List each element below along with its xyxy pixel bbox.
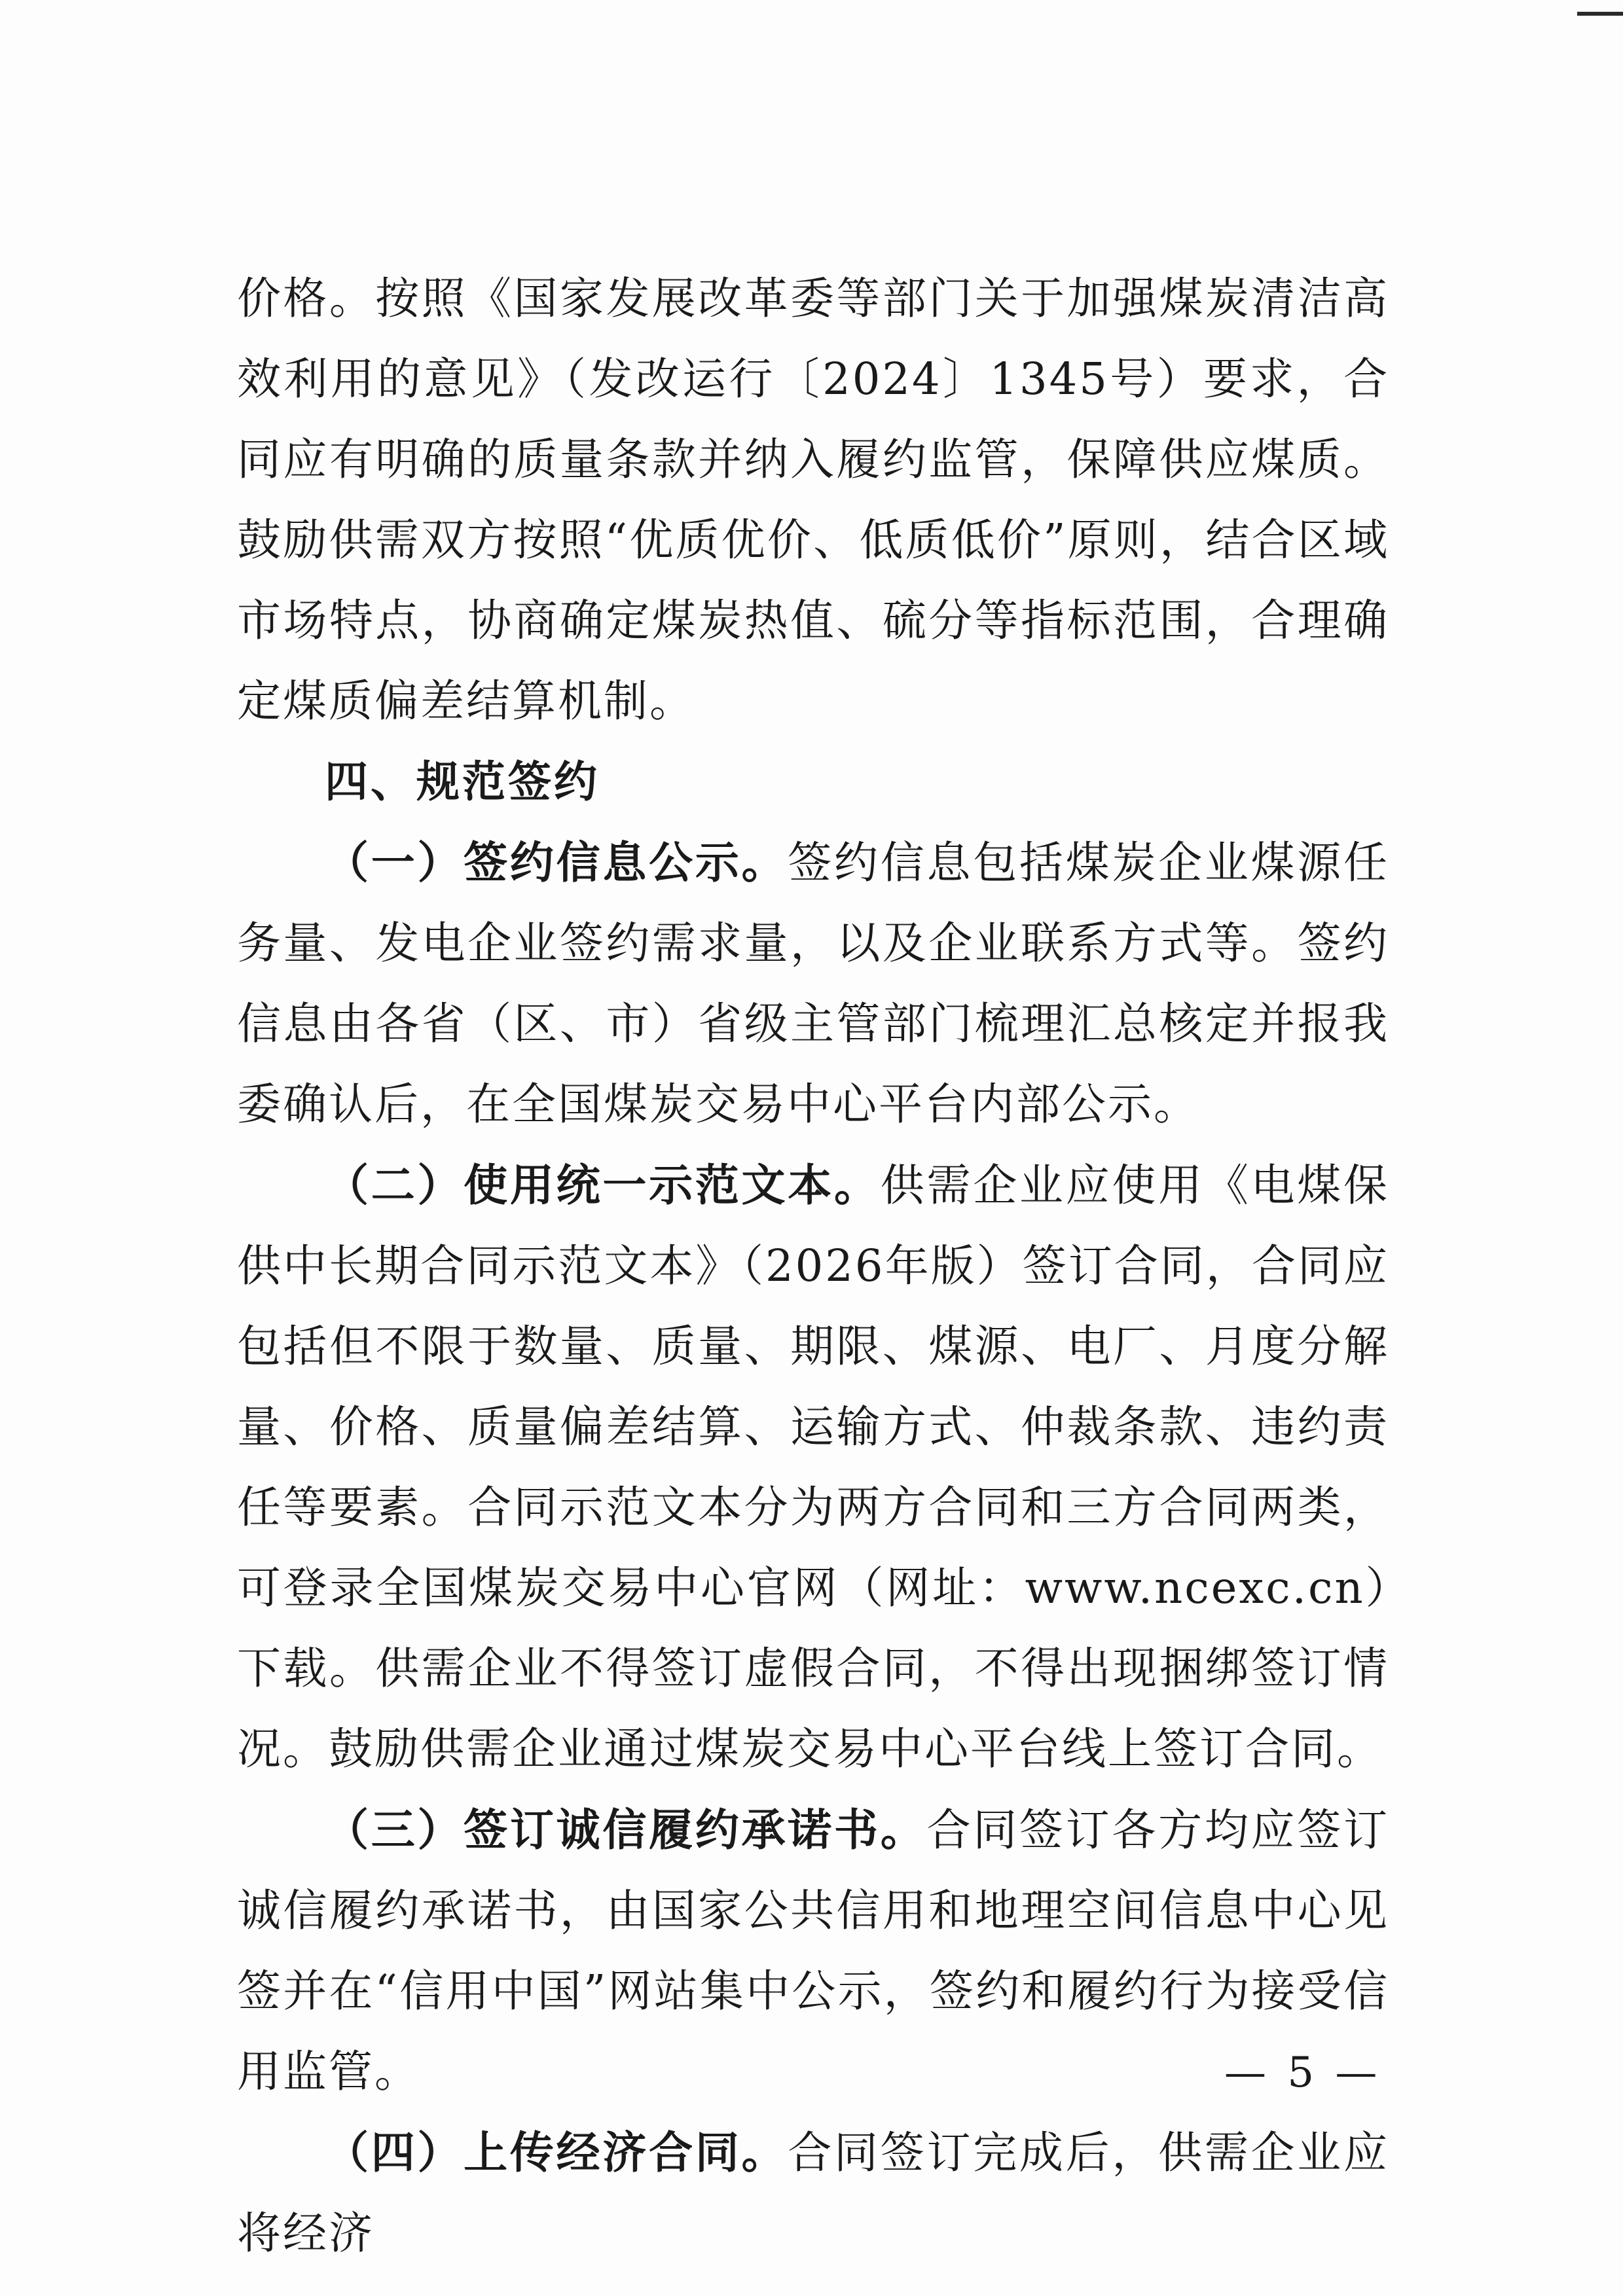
paragraph-text: 签约信息包括煤炭企业煤源任务量、发电企业签约需求量，以及企业联系方式等。签约信息由各省（区、市）省级主管部门梳理汇总核定并报我委确认后，在全国煤炭交易中心平台内部公示。 xyxy=(237,837,1390,1130)
body-text xyxy=(237,259,1389,2274)
paragraph-upload xyxy=(237,2112,1389,2274)
paragraph-sign-info xyxy=(237,822,1389,1145)
paragraph-lead: （四）上传经济合同。 xyxy=(325,2126,788,2178)
paragraph-text: 供需企业应使用《电煤保供中长期合同示范文本》（2026年版）签订合同，合同应包括但不限于数量、质量、期限、煤源、电厂、月度分解量、价格、质量偏差结算、运输方式、仲裁条款、违约责任等要素。合同示范文本分为两方合同和三方合同两类，可登录全国煤炭交易中心官网（网址：www.ncexc.cn）下载。供需企业不得签订虚假合同，不得出现捆绑签订情况。鼓励供需企业通过煤炭交易中心平台线上签订合同。 xyxy=(237,1160,1390,1774)
paragraph-text: 合同签订完成后，供需企业应将经济 xyxy=(237,2127,1390,2259)
scan-edge-mark xyxy=(1577,12,1623,16)
paragraph-text: 合同签订各方均应签订诚信履约承诺书，由国家公共信用和地理空间信息中心见签并在“信用中国”网站集中公示，签约和履约行为接受信用监管。 xyxy=(237,1804,1390,2097)
paragraph-text: 价格。按照《国家发展改革委等部门关于加强煤炭清洁高效利用的意见》（发改运行〔2024〕1345号）要求，合同应有明确的质量条款并纳入履约监管，保障供应煤质。鼓励供需双方按照“优质优价、低质低价”原则，结合区域市场特点，协商确定煤炭热值、硫分等指标范围，合理确定煤质偏差结算机制。 xyxy=(237,273,1389,726)
page-number: — 5 — xyxy=(1224,2049,1381,2097)
paragraph-lead: （一）签约信息公示。 xyxy=(325,836,788,888)
paragraph-price-quality xyxy=(237,259,1389,742)
paragraph-lead: （二）使用统一示范文本。 xyxy=(325,1159,881,1211)
paragraph-lead: （三）签订诚信履约承诺书。 xyxy=(325,1804,927,1856)
section-heading: 四、规范签约 xyxy=(325,757,600,807)
paragraph-template xyxy=(237,1145,1389,1789)
paragraph-commitment xyxy=(237,1789,1389,2112)
